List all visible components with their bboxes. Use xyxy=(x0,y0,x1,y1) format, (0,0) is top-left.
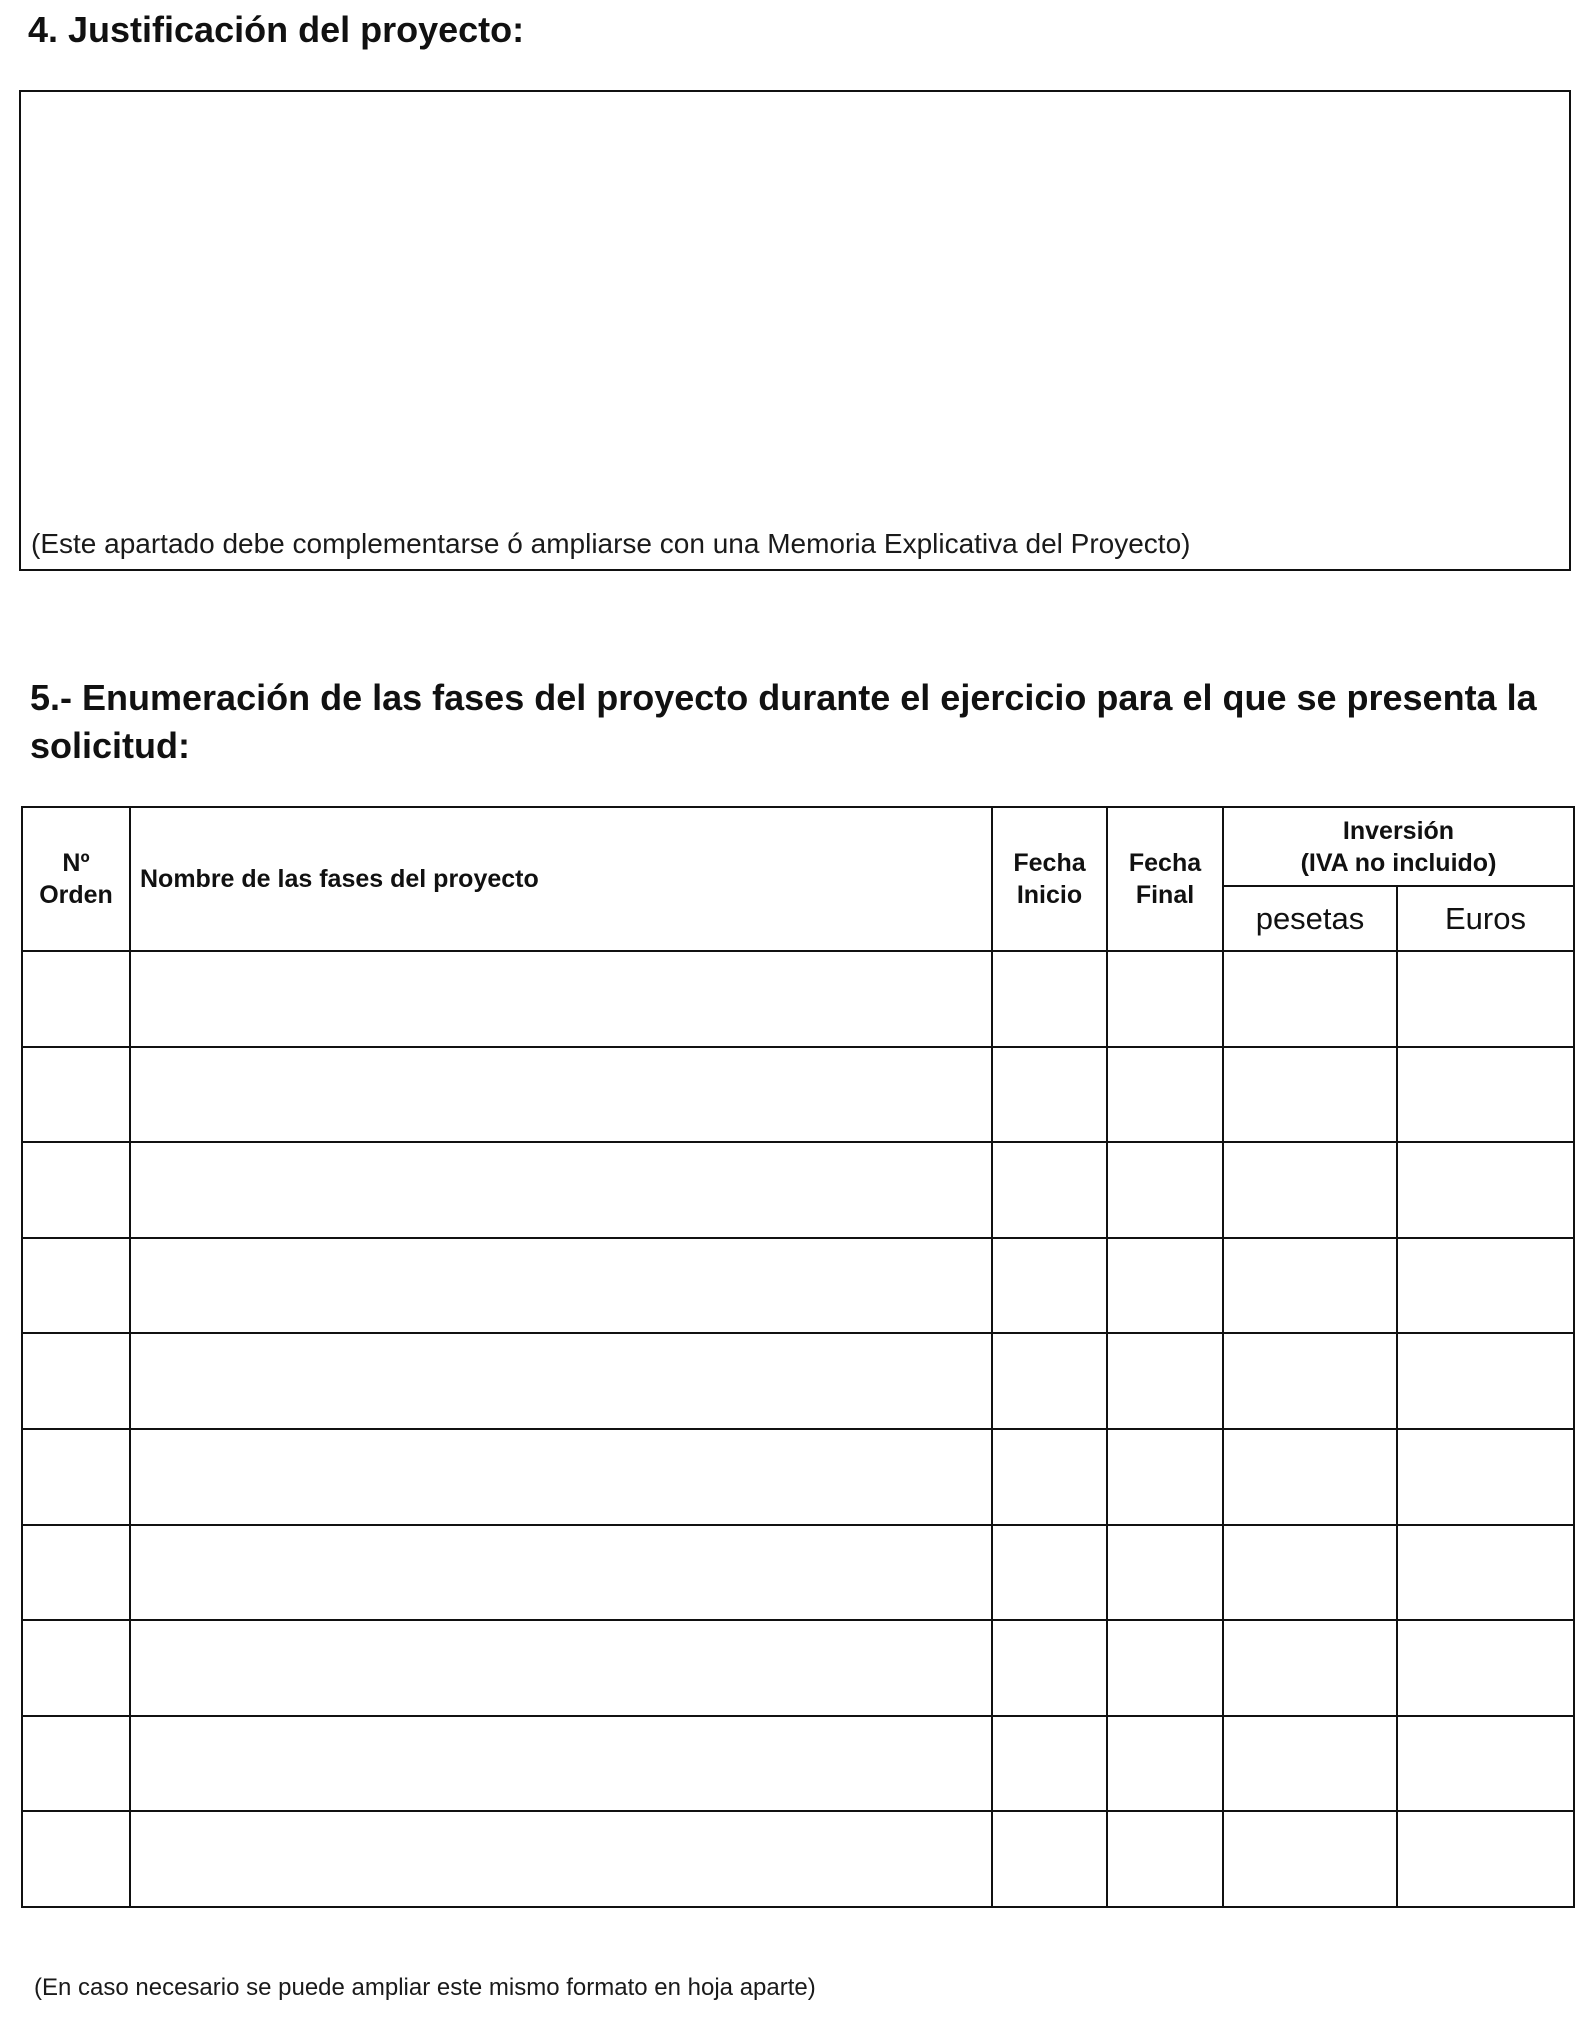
justification-textarea[interactable] xyxy=(19,90,1571,571)
cell-phase-name[interactable] xyxy=(130,1142,992,1238)
cell-phase-name[interactable] xyxy=(130,1429,992,1525)
cell-end-date[interactable] xyxy=(1107,1811,1223,1907)
project-phases-table xyxy=(21,806,1575,1908)
cell-end-date[interactable] xyxy=(1107,1238,1223,1334)
cell-start-date[interactable] xyxy=(992,951,1107,1047)
cell-order[interactable] xyxy=(22,1047,130,1143)
cell-start-date[interactable] xyxy=(992,1238,1107,1334)
cell-end-date[interactable] xyxy=(1107,951,1223,1047)
cell-pesetas[interactable] xyxy=(1223,1811,1397,1907)
cell-phase-name[interactable] xyxy=(130,1716,992,1812)
cell-pesetas[interactable] xyxy=(1223,1047,1397,1143)
cell-phase-name[interactable] xyxy=(130,951,992,1047)
table-row xyxy=(22,951,1574,1047)
cell-order[interactable] xyxy=(22,1429,130,1525)
cell-phase-name[interactable] xyxy=(130,1620,992,1716)
cell-start-date[interactable] xyxy=(992,1620,1107,1716)
cell-end-date[interactable] xyxy=(1107,1429,1223,1525)
header-end-line1: Fecha xyxy=(1128,849,1202,877)
cell-order[interactable] xyxy=(22,1333,130,1429)
cell-start-date[interactable] xyxy=(992,1429,1107,1525)
cell-pesetas[interactable] xyxy=(1223,1620,1397,1716)
cell-pesetas[interactable] xyxy=(1223,1238,1397,1334)
cell-phase-name[interactable] xyxy=(130,1047,992,1143)
cell-euros[interactable] xyxy=(1397,1620,1574,1716)
cell-end-date[interactable] xyxy=(1107,1333,1223,1429)
cell-euros[interactable] xyxy=(1397,1811,1574,1907)
cell-end-date[interactable] xyxy=(1107,1716,1223,1812)
header-end-line2: Final xyxy=(1135,881,1195,909)
justification-note: (Este apartado debe complementarse ó ampliarse con una Memoria Explicativa del Proyecto) xyxy=(31,528,1191,559)
cell-start-date[interactable] xyxy=(992,1047,1107,1143)
cell-end-date[interactable] xyxy=(1107,1142,1223,1238)
cell-pesetas[interactable] xyxy=(1223,1525,1397,1621)
header-start-line1: Fecha xyxy=(1013,849,1086,877)
cell-euros[interactable] xyxy=(1397,1047,1574,1143)
cell-start-date[interactable] xyxy=(992,1142,1107,1238)
cell-start-date[interactable] xyxy=(992,1811,1107,1907)
cell-start-date[interactable] xyxy=(992,1525,1107,1621)
cell-pesetas[interactable] xyxy=(1223,1716,1397,1812)
header-end-date xyxy=(1107,807,1223,951)
cell-end-date[interactable] xyxy=(1107,1047,1223,1143)
cell-order[interactable] xyxy=(22,1142,130,1238)
table-row xyxy=(22,1142,1574,1238)
header-investment-line1: Inversión xyxy=(1342,816,1455,845)
cell-phase-name[interactable] xyxy=(130,1811,992,1907)
cell-order[interactable] xyxy=(22,1525,130,1621)
header-euros: Euros xyxy=(1397,886,1574,951)
cell-start-date[interactable] xyxy=(992,1333,1107,1429)
cell-euros[interactable] xyxy=(1397,1333,1574,1429)
header-order-line1: Nº xyxy=(62,849,90,877)
cell-pesetas[interactable] xyxy=(1223,1333,1397,1429)
cell-phase-name[interactable] xyxy=(130,1525,992,1621)
cell-start-date[interactable] xyxy=(992,1716,1107,1812)
table-row xyxy=(22,1333,1574,1429)
cell-pesetas[interactable] xyxy=(1223,1142,1397,1238)
cell-euros[interactable] xyxy=(1397,951,1574,1047)
table-row xyxy=(22,1238,1574,1334)
cell-euros[interactable] xyxy=(1397,1525,1574,1621)
cell-euros[interactable] xyxy=(1397,1716,1574,1812)
table-row xyxy=(22,1525,1574,1621)
cell-euros[interactable] xyxy=(1397,1142,1574,1238)
header-pesetas: pesetas xyxy=(1223,886,1397,951)
header-start-line2: Inicio xyxy=(1016,881,1083,909)
footer-note: (En caso necesario se puede ampliar este mismo formato en hoja aparte) xyxy=(34,1974,816,2001)
table-row xyxy=(22,1429,1574,1525)
header-order-number xyxy=(22,807,130,951)
cell-end-date[interactable] xyxy=(1107,1620,1223,1716)
header-start-date xyxy=(992,807,1107,951)
table-row xyxy=(22,1620,1574,1716)
cell-euros[interactable] xyxy=(1397,1429,1574,1525)
header-investment xyxy=(1223,807,1574,886)
cell-euros[interactable] xyxy=(1397,1238,1574,1334)
cell-order[interactable] xyxy=(22,951,130,1047)
section-5-title: 5.- Enumeración de las fases del proyecto durante el ejercicio para el que se presenta la solicitud: xyxy=(30,677,1537,766)
cell-phase-name[interactable] xyxy=(130,1333,992,1429)
header-order-line2: Orden xyxy=(39,881,113,909)
section-4-title: 4. Justificación del proyecto: xyxy=(28,9,525,50)
table-row xyxy=(22,1047,1574,1143)
cell-order[interactable] xyxy=(22,1620,130,1716)
cell-order[interactable] xyxy=(22,1716,130,1812)
cell-pesetas[interactable] xyxy=(1223,1429,1397,1525)
header-investment-line2: (IVA no incluido) xyxy=(1300,848,1497,877)
table-row xyxy=(22,1716,1574,1812)
cell-order[interactable] xyxy=(22,1238,130,1334)
table-row xyxy=(22,1811,1574,1907)
header-phase-name: Nombre de las fases del proyecto xyxy=(130,807,992,951)
cell-end-date[interactable] xyxy=(1107,1525,1223,1621)
cell-pesetas[interactable] xyxy=(1223,951,1397,1047)
cell-order[interactable] xyxy=(22,1811,130,1907)
cell-phase-name[interactable] xyxy=(130,1238,992,1334)
